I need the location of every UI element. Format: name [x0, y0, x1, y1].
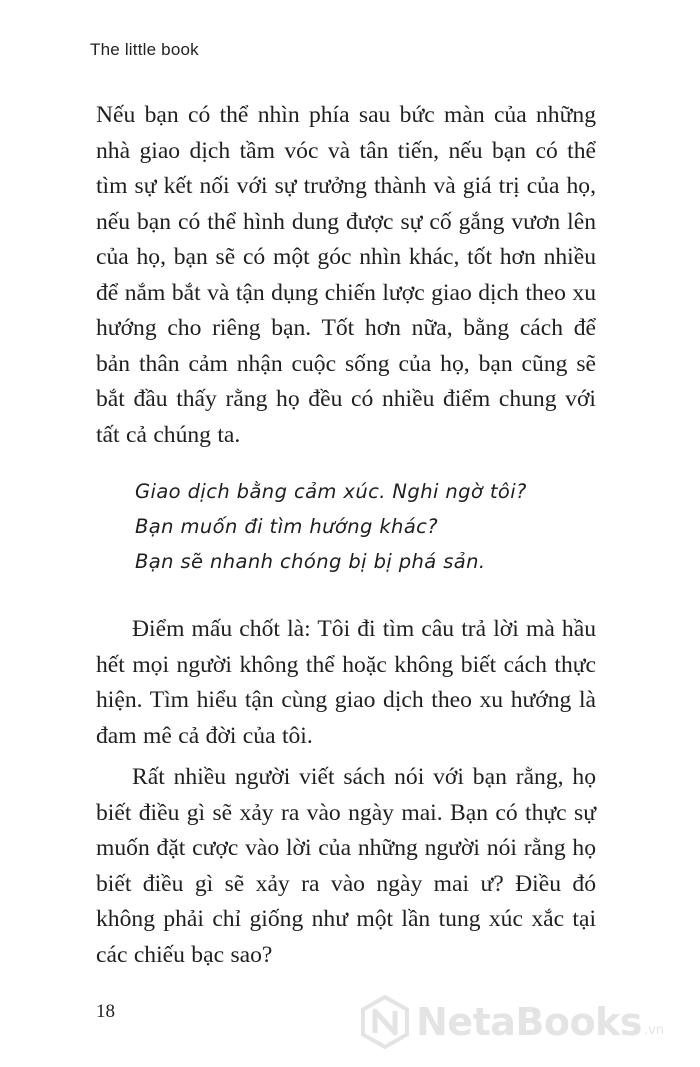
netabooks-logo-icon	[360, 995, 410, 1049]
watermark-brand: NetaBooks	[416, 1000, 642, 1044]
running-header: The little book	[90, 40, 199, 59]
verse-block	[135, 474, 527, 579]
verse-line: Bạn muốn đi tìm hướng khác?	[135, 515, 439, 538]
body-paragraph: Điểm mấu chốt là: Tôi đi tìm câu trả lời mà hầu hết mọi người không thể hoặc không biết cách thực hiện. Tìm hiểu tận cùng giao dịch theo xu hướng là đam mê cả đời của tôi.	[96, 616, 596, 749]
body-paragraph: Nếu bạn có thể nhìn phía sau bức màn của những nhà giao dịch tầm vóc và tân tiến, nếu bạn có thể tìm sự kết nối với sự trưởng thành và giá trị của họ, nếu bạn có thể hình dung được sự cố gắng vươn lên của họ, bạn sẽ có một góc nhìn khác, tốt hơn nhiều để nắm bắt và tận dụng chiến lược giao dịch theo xu hướng cho riêng bạn. Tốt hơn nữa, bằng cách để bản thân cảm nhận cuộc sống của họ, bạn cũng sẽ bắt đầu thấy rằng họ đều có nhiều điểm chung với tất cả chúng ta.	[96, 102, 596, 448]
verse-line: Bạn sẽ nhanh chóng bị bị phá sản.	[135, 550, 486, 573]
watermark-suffix: .vn	[643, 1023, 665, 1038]
verse-line: Giao dịch bằng cảm xúc. Nghi ngờ tôi?	[135, 480, 527, 503]
page-number: 18	[96, 1001, 115, 1022]
watermark	[360, 992, 664, 1052]
body-paragraph: Rất nhiều người viết sách nói với bạn rằng, họ biết điều gì sẽ xảy ra vào ngày mai. Bạn có thực sự muốn đặt cược vào lời của những người nói rằng họ biết điều gì sẽ xảy ra vào ngày mai ư? Điều đó không phải chỉ giống như một lần tung xúc xắc tại các chiếu bạc sao?	[96, 764, 596, 968]
